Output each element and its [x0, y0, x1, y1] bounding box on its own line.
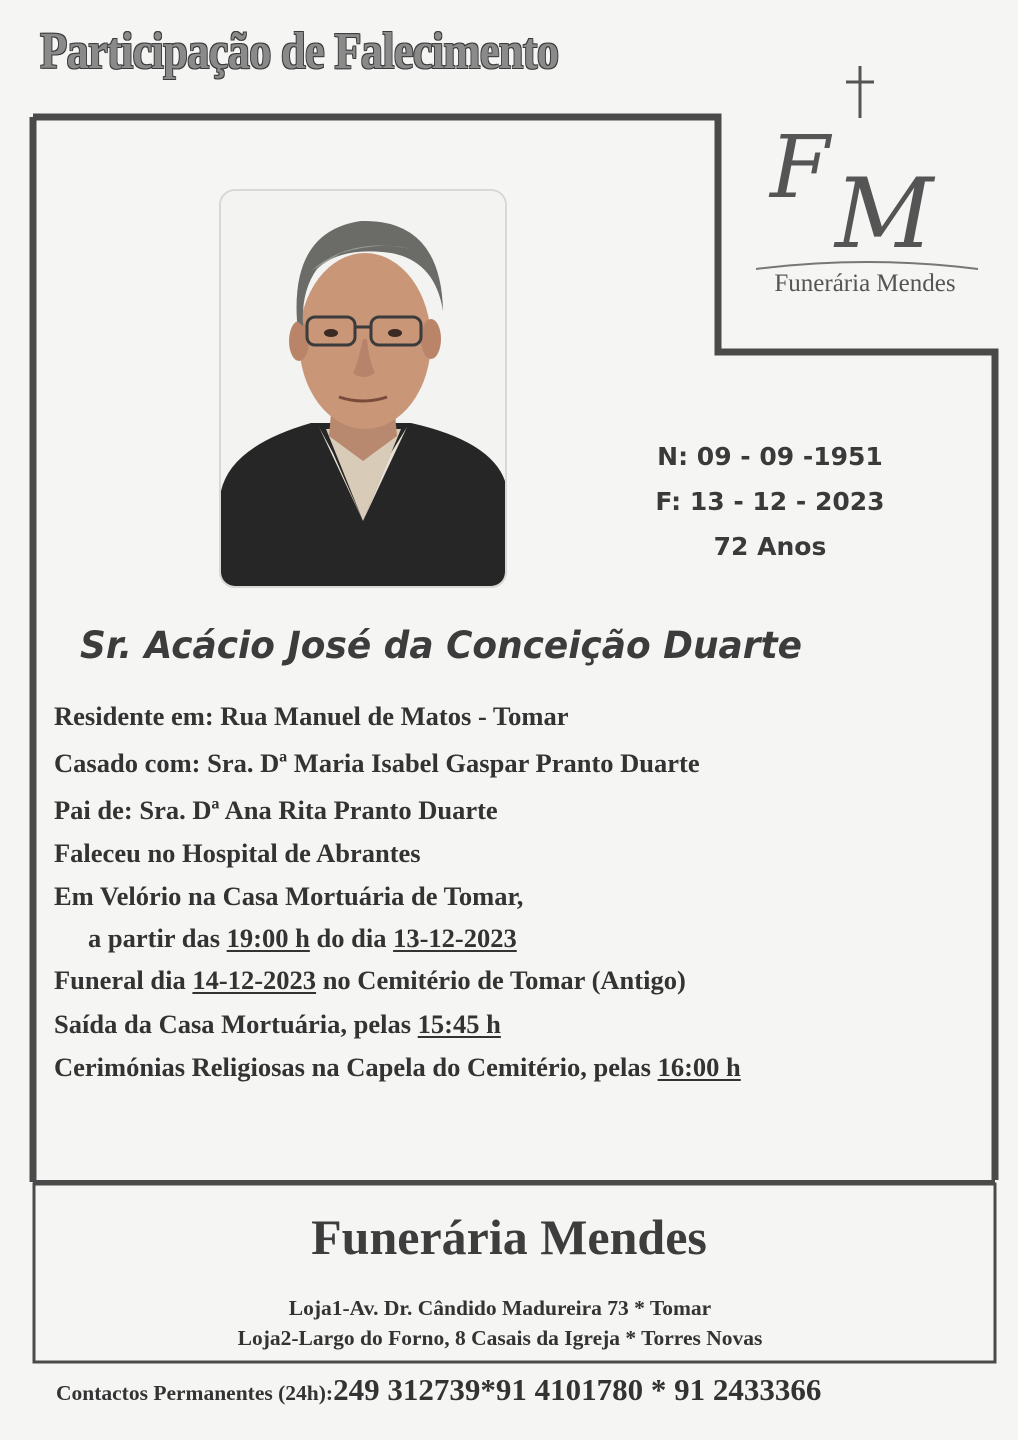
page-title: Participação de Falecimento [40, 23, 559, 80]
footer-title: Funerária Mendes [311, 1209, 707, 1265]
spouse-line: Casado com: Sra. Dª Maria Isabel Gaspar Pranto Duarte [54, 748, 700, 778]
wake-date: 13-12-2023 [393, 923, 517, 953]
residence-line: Residente em: Rua Manuel de Matos - Tomar [54, 701, 569, 731]
wake-time-mid: do dia [316, 923, 387, 953]
funeral-line [54, 965, 686, 996]
logo-monogram [760, 118, 970, 268]
death-date: F: 13 - 12 - 2023 [655, 487, 885, 516]
death-place-line: Faleceu no Hospital de Abrantes [54, 838, 421, 868]
ceremony-line [54, 1052, 741, 1083]
departure-prefix: Saída da Casa Mortuária, pelas [54, 1009, 412, 1039]
age: 72 Anos [713, 532, 827, 561]
birth-date: N: 09 - 09 -1951 [657, 442, 883, 471]
departure-time: 15:45 h [417, 1009, 501, 1039]
ceremony-time: 16:00 h [657, 1052, 741, 1082]
departure-line [54, 1009, 501, 1040]
ceremony-prefix: Cerimónias Religiosas na Capela do Cemitério, pelas [54, 1052, 651, 1082]
monogram-f: F [770, 118, 830, 218]
logo-name: Funerária Mendes [774, 270, 956, 297]
contacts-label: Contactos Permanentes (24h): [56, 1381, 334, 1405]
funeral-prefix: Funeral dia [54, 965, 186, 995]
monogram-m: M [835, 158, 934, 270]
funeral-date: 14-12-2023 [192, 965, 317, 995]
deceased-name: Sr. Acácio José da Conceição Duarte [80, 624, 802, 667]
child-line: Pai de: Sra. Dª Ana Rita Pranto Duarte [54, 795, 498, 825]
portrait-photo [219, 189, 507, 588]
wake-time-prefix: a partir das [88, 923, 221, 953]
cross-icon [840, 64, 880, 120]
contacts-line [56, 1372, 821, 1408]
address-line-1: Loja1-Av. Dr. Cândido Madureira 73 * Tomar [288, 1296, 712, 1320]
wake-time: 19:00 h [226, 923, 310, 953]
wake-time-line [88, 923, 517, 954]
contacts-numbers: 249 312739*91 4101780 * 91 2433366 [333, 1372, 822, 1407]
address-line-2: Loja2-Largo do Forno, 8 Casais da Igreja * Torres Novas [237, 1326, 763, 1350]
funeral-suffix: no Cemitério de Tomar (Antigo) [322, 965, 686, 995]
wake-line: Em Velório na Casa Mortuária de Tomar, [54, 881, 524, 911]
